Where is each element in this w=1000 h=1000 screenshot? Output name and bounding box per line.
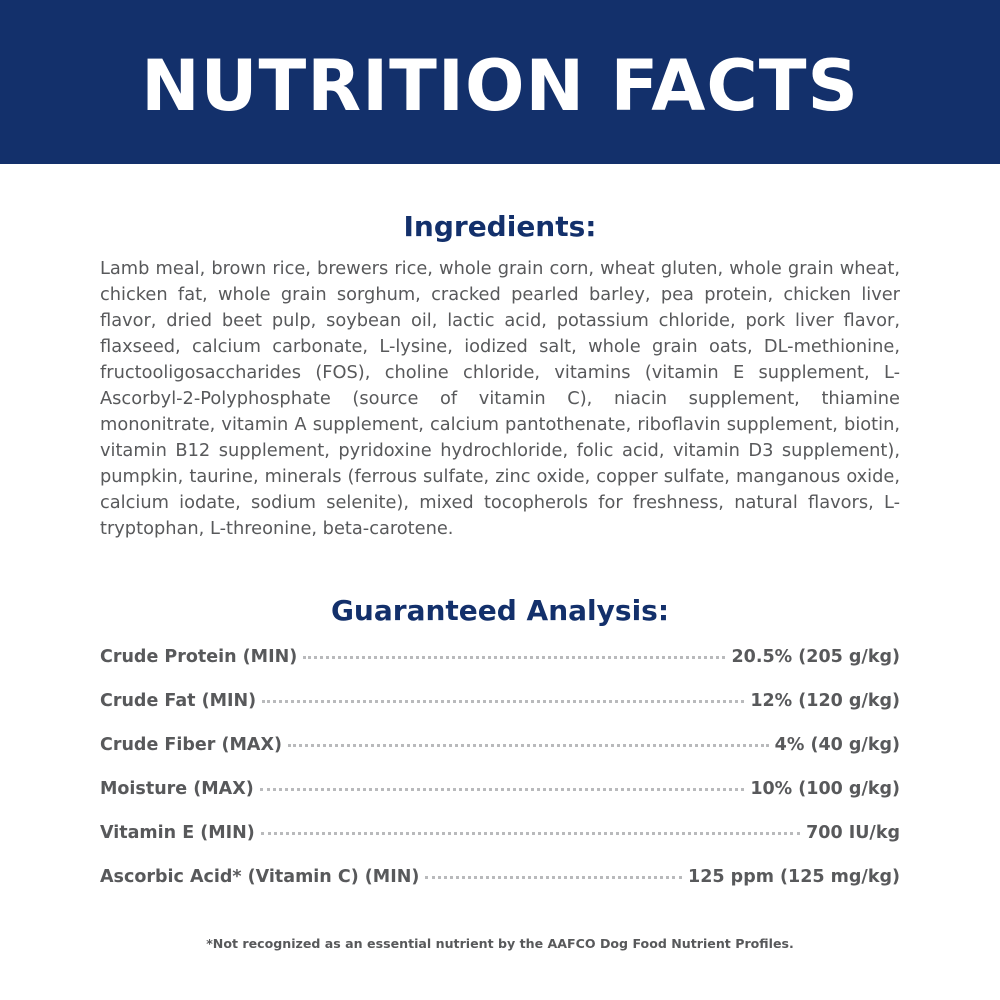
analysis-value: 12% (120 g/kg)	[750, 691, 900, 711]
analysis-value: 4% (40 g/kg)	[774, 735, 900, 755]
analysis-label: Vitamin E (MIN)	[100, 823, 255, 843]
analysis-row-crude-fat	[100, 686, 900, 730]
analysis-label: Ascorbic Acid* (Vitamin C) (MIN)	[100, 867, 420, 887]
analysis-value: 700 IU/kg	[806, 823, 900, 843]
analysis-label: Crude Fiber (MAX)	[100, 735, 282, 755]
analysis-row-crude-fiber	[100, 730, 900, 774]
dot-leader	[425, 876, 682, 879]
ingredients-heading: Ingredients:	[403, 210, 597, 243]
dot-leader	[288, 744, 769, 747]
page-title: NUTRITION FACTS	[141, 45, 859, 127]
dot-leader	[303, 656, 725, 659]
analysis-row-ascorbic-acid	[100, 862, 900, 906]
footnote: *Not recognized as an essential nutrient by the AAFCO Dog Food Nutrient Profiles.	[206, 936, 794, 951]
analysis-label: Crude Protein (MIN)	[100, 647, 298, 667]
analysis-label: Crude Fat (MIN)	[100, 691, 257, 711]
analysis-row-vitamin-e	[100, 818, 900, 862]
guaranteed-analysis-heading: Guaranteed Analysis:	[330, 594, 670, 627]
analysis-value: 10% (100 g/kg)	[750, 779, 900, 799]
dot-leader	[261, 832, 800, 835]
analysis-value: 125 ppm (125 mg/kg)	[688, 867, 900, 887]
analysis-row-crude-protein	[100, 642, 900, 686]
analysis-row-moisture	[100, 774, 900, 818]
guaranteed-analysis-table	[100, 642, 900, 906]
header-band	[0, 0, 1000, 164]
analysis-label: Moisture (MAX)	[100, 779, 254, 799]
dot-leader	[260, 788, 745, 791]
analysis-value: 20.5% (205 g/kg)	[731, 647, 900, 667]
dot-leader	[262, 700, 744, 703]
ingredients-list: Lamb meal, brown rice, brewers rice, whole grain corn, wheat gluten, whole grain wheat, chicken fat, whole grain sorghum, cracked pearled barley, pea protein, chicken liver flavor, dried beet pulp, soybean oil, lactic acid, potassium chloride, pork liver flavor, flaxseed, calcium carbonate, L-lysine, iodized salt, whole grain oats, DL-methionine, fructooligosaccharides (FOS), choline chloride, vitamins (vitamin E supplement, L-Ascorbyl-2-Polyphosphate (source of vitamin C), niacin supplement, thiamine mononitrate, vitamin A supplement, calcium pantothenate, riboflavin supplement, biotin, vitamin B12 supplement, pyridoxine hydrochloride, folic acid, vitamin D3 supplement), pumpkin, taurine, minerals (ferrous sulfate, zinc oxide, copper sulfate, manganous oxide, calcium iodate, sodium selenite), mixed tocopherols for freshness, natural flavors, L-tryptophan, L-threonine, beta-carotene.	[100, 258, 900, 539]
